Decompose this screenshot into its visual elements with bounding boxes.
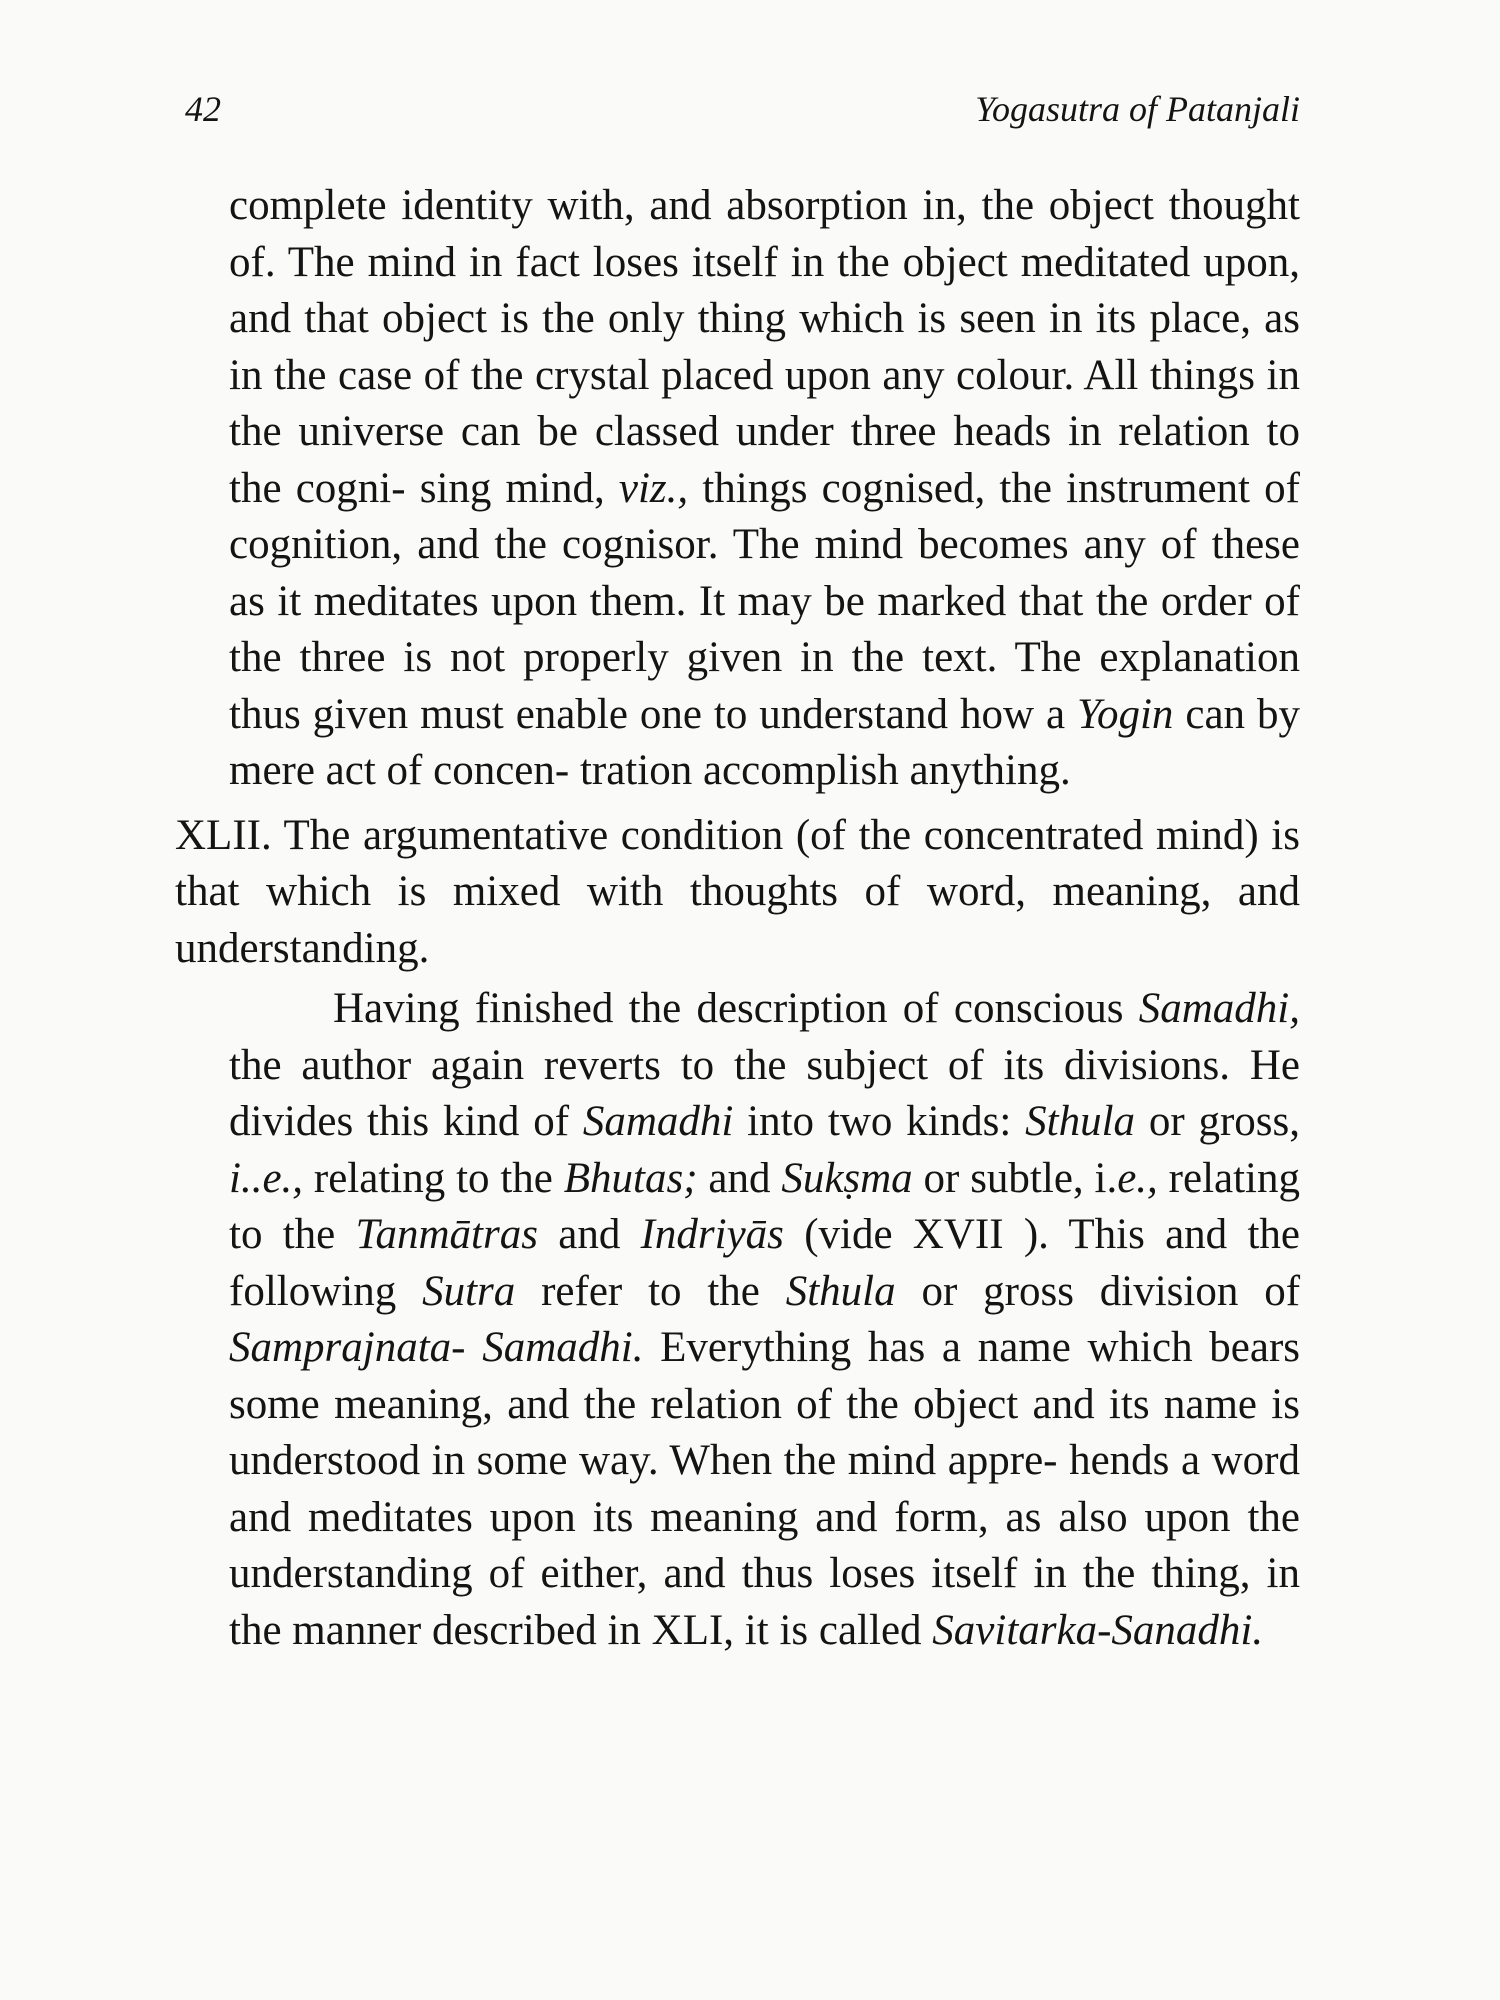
italic-term: Tanmātras	[355, 1211, 538, 1258]
paragraph-continuation	[175, 178, 1300, 800]
text-run: Having finished the description of conscious	[333, 985, 1139, 1032]
page-body	[175, 178, 1300, 1659]
text-run: or subtle, i.	[912, 1154, 1118, 1202]
text-run: into two kinds:	[733, 1098, 1026, 1145]
text-run: XLII. The argumentative condition (of the concentrated mind) is that which is mixed with thoughts of word, meaning, and understanding.	[175, 811, 1300, 972]
italic-term: Sthula	[785, 1267, 896, 1315]
italic-term: Yogin	[1077, 690, 1174, 738]
text-run: the author again reverts to the subject of its divisions. He divides this kind of	[229, 1041, 1300, 1145]
text-run: things cognised, the instrument of cognition, and the cognisor. The mind becomes any of these as it meditates upon them. It may be marked that the order of the three is not properly given in the text. The explanation thus given must enable one to understand how a	[229, 464, 1300, 738]
italic-term: Samadhi,	[1138, 985, 1300, 1032]
italic-term: e.,	[1117, 1154, 1158, 1202]
text-run: Everything has a name which bears some meaning, and the relation of the object and its name is understood in some way. When the mind appre- hends a word and meditates upon its meaning and form, as also upon the understanding of either, and thus loses itself in the thing, in the manner described in XLI, it is called	[229, 1324, 1301, 1654]
italic-term: Bhutas;	[563, 1154, 698, 1202]
running-header	[185, 88, 1300, 130]
italic-term: i..e.,	[229, 1154, 304, 1202]
italic-term: Sthula	[1025, 1098, 1136, 1145]
text-run: relating to the	[229, 1154, 1300, 1258]
text-run: and	[537, 1211, 641, 1258]
sutra-xlii	[175, 808, 1300, 978]
italic-term: Sukṣma	[781, 1154, 913, 1202]
italic-term: Samprajnata- Samadhi.	[229, 1324, 644, 1371]
text-run: and	[697, 1154, 782, 1202]
text-run: refer to the	[515, 1267, 786, 1315]
text-run: (vide XVII ). This and the following	[229, 1211, 1300, 1315]
text-run: or gross,	[1135, 1098, 1301, 1145]
italic-term: viz.,	[618, 464, 689, 512]
italic-term: Sutra	[422, 1267, 516, 1315]
italic-term: Samadhi	[582, 1098, 734, 1145]
text-run: or gross division of	[895, 1267, 1301, 1315]
paragraph-commentary	[175, 981, 1300, 1659]
running-title: Yogasutra of Patanjali	[975, 89, 1300, 129]
text-run: relating to the	[303, 1154, 564, 1202]
page-number: 42	[185, 89, 221, 129]
text-run: can by mere act of concen- tration accomplish anything.	[229, 690, 1301, 794]
text-run: complete identity with, and absorption in, the object thought of. The mind in fact loses itself in the object meditated upon, and that object is the only thing which is seen in its place, as in the case of the crystal placed upon any colour. All things in the universe can be classed under three heads in relation to the cogni- sing mind,	[229, 182, 1300, 512]
italic-term: Indriyās	[640, 1211, 784, 1258]
italic-term: Savitarka-Sanadhi.	[932, 1606, 1264, 1654]
